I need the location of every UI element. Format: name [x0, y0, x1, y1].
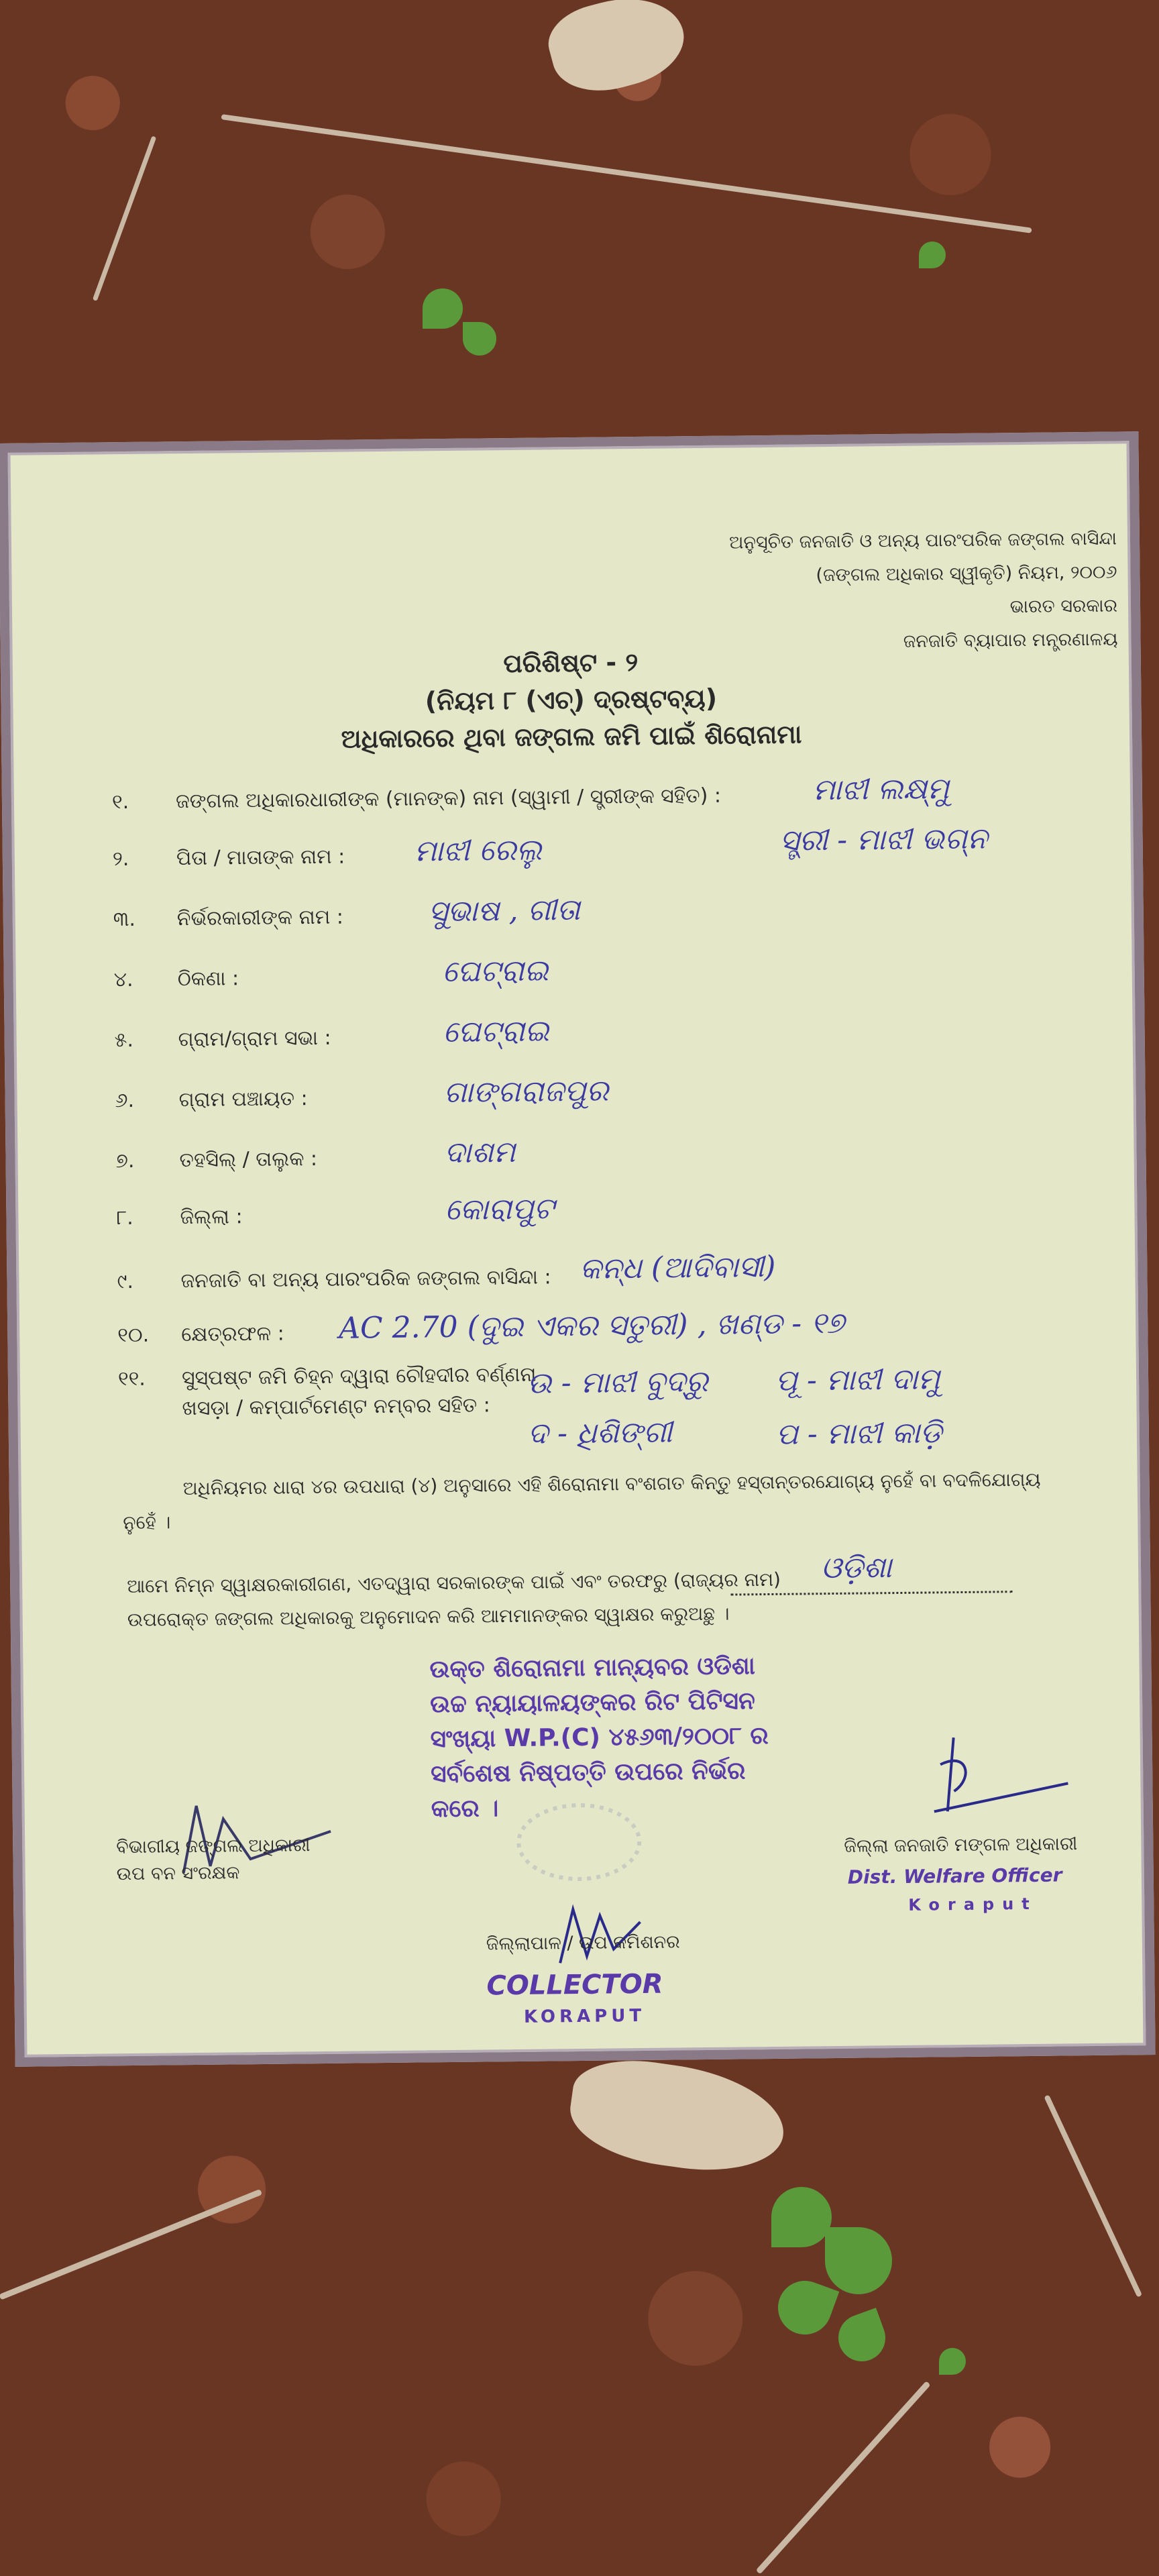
- field-4-label: ଠିକଣା :: [177, 967, 239, 991]
- title-line-2: (ନିୟମ ୮ (ଏଚ୍) ଦ୍ରଷ୍ଟବ୍ୟ): [425, 683, 718, 716]
- title-line-3: ଅଧିକାରରେ ଥିବା ଜଙ୍ଗଲ ଜମି ପାଇଁ ଶିରୋନାମା: [341, 719, 802, 754]
- field-8-label: ଜିଲ୍ଲା :: [180, 1205, 243, 1230]
- round-seal: [512, 1801, 647, 1883]
- para2-line2: ଉପରୋକ୍ତ ଜଙ୍ଗଲ ଅଧିକାରକୁ ଅନୁମୋଦନ କରି ଆମମାନଙ୍କର ସ୍ୱାକ୍ଷର କରୁଅଛୁ ।: [127, 1602, 730, 1631]
- plant-leaf: [919, 241, 946, 268]
- field-3-label: ନିର୍ଭରକାରୀଙ୍କ ନାମ :: [176, 905, 344, 931]
- field-9-label: ଜନଜାତି ବା ଅନ୍ୟ ପାରଂପରିକ ଜଙ୍ଗଲ ବାସିନ୍ଦା :: [180, 1265, 551, 1293]
- field-1-num: ୧.: [111, 790, 129, 814]
- field-11-label: ସୁସ୍ପଷ୍ଟ ଜମି ଚିହ୍ନ ଦ୍ୱାରା ଚୌହଦୀର ବର୍ଣ୍ଣନା: [181, 1362, 537, 1391]
- header-line-4: ଜନଜାତି ବ୍ୟାପାର ମନ୍ତ୍ରଣାଳୟ: [903, 629, 1118, 652]
- plant-leaf: [423, 288, 463, 329]
- signatory-center-title: ଜିଲ୍ଲାପାଳ / ଉପ କମିଶନର: [486, 1931, 680, 1955]
- signatory-right-stamp-place: Koraput: [908, 1894, 1038, 1915]
- field-4-num: ୪.: [113, 967, 133, 992]
- boundary-south: ଦ - ଧିଶିଙ୍ଗୀ: [527, 1415, 673, 1451]
- field-5-value: ଘେଟ୍ରାଇ: [443, 1014, 550, 1050]
- collector-stamp: COLLECTOR: [486, 1968, 663, 2002]
- field-10-value: AC 2.70 (ଦୁଇ ଏକର ସତୁରୀ) , ଖଣ୍ଡ - ୧୭: [338, 1305, 845, 1346]
- field-4-value: ଘେଟ୍ରାଇ: [442, 953, 549, 989]
- court-stamp-line-2: ଉଚ୍ଚ ନ୍ୟାୟାଳୟଙ୍କର ରିଟ ପିଟିସନ: [429, 1687, 756, 1719]
- field-8-value: କୋରାପୁଟ: [445, 1191, 555, 1228]
- state-name: ଓଡ଼ିଶା: [820, 1550, 892, 1586]
- field-11-num: ୧୧.: [117, 1366, 146, 1391]
- header-line-3: ଭାରତ ସରକାର: [1009, 595, 1118, 618]
- field-6-num: ୬.: [115, 1088, 135, 1113]
- field-2-label: ପିତା / ମାତାଙ୍କ ନାମ :: [176, 845, 345, 871]
- title-document: [0, 431, 1156, 2067]
- title-line-1: ପରିଶିଷ୍ଟ - ୨: [503, 647, 639, 679]
- signatory-left-subtitle: ଉପ ବନ ସଂରକ୍ଷକ: [116, 1862, 240, 1885]
- field-7-value: ଦାଶମ: [444, 1134, 516, 1171]
- field-3-num: ୩.: [113, 907, 136, 932]
- plant-leaf: [463, 322, 496, 356]
- court-stamp-line-3: ସଂଖ୍ୟା W.P.(C) ୪୫୬୩/୨୦୦୮ ର: [430, 1722, 769, 1754]
- signature-right: [913, 1723, 1075, 1832]
- field-6-label: ଗ୍ରାମ ପଞ୍ଚାୟତ :: [178, 1087, 308, 1112]
- boundary-east: ପୂ - ମାଝୀ ଦାମୁ: [775, 1362, 940, 1398]
- field-11-sublabel: ଖସଡ଼ା / କମ୍ପାର୍ଟମେଣ୍ଟ ନମ୍ବର ସହିତ :: [182, 1393, 490, 1421]
- signatory-right-stamp: Dist. Welfare Officer: [847, 1864, 1062, 1888]
- field-9-num: ୯.: [117, 1269, 134, 1294]
- field-10-label: କ୍ଷେତ୍ରଫଳ :: [181, 1322, 284, 1347]
- plant-leaf: [771, 2187, 832, 2247]
- spouse-value: ସ୍ତ୍ରୀ - ମାଝୀ ଭଗ୍ନ: [779, 821, 988, 858]
- signatory-left-title: ବିଭାଗୀୟ ଜଙ୍ଗଲ ଅଧିକାରୀ: [116, 1835, 311, 1858]
- court-stamp-line-4: ସର୍ବଶେଷ ନିଷ୍ପତ୍ତି ଉପରେ ନିର୍ଭର: [430, 1757, 746, 1788]
- field-9-value: କନ୍ଧ (ଆଦିବାସୀ): [580, 1249, 776, 1286]
- header-line-2: (ଜଙ୍ଗଲ ଅଧିକାର ସ୍ୱୀକୃତି) ନିୟମ, ୨୦୦୬: [816, 561, 1117, 586]
- court-stamp-line-1: ଉକ୍ତ ଶିରୋନାମା ମାନ୍ୟବର ଓଡିଶା: [429, 1652, 756, 1684]
- field-6-value: ଗାଙ୍ଗରାଜପୁର: [443, 1073, 609, 1110]
- field-2-value: ମାଝୀ ରେଲୁ: [414, 833, 543, 869]
- field-1-value: ମାଝୀ ଲକ୍ଷ୍ମୁ: [812, 771, 950, 808]
- field-1-label: ଜଙ୍ଗଲ ଅଧିକାରଧାରୀଙ୍କ (ମାନଙ୍କ) ନାମ (ସ୍ୱାମୀ / ସ୍ତ୍ରୀଙ୍କ ସହିତ) :: [175, 784, 722, 814]
- signatory-right-title: ଜିଲ୍ଲା ଜନଜାତି ମଙ୍ଗଳ ଅଧିକାରୀ: [844, 1833, 1078, 1857]
- para2-line1: ଆମେ ନିମ୍ନ ସ୍ୱାକ୍ଷରକାରୀଗଣ, ଏତଦ୍ୱାରା ସରକାରଙ୍କ ପାଇଁ ଏବଂ ତରଫରୁ (ରାଜ୍ୟର ନାମ): [127, 1568, 781, 1598]
- field-3-value: ସୁଭାଷ , ଗୀତା: [428, 892, 581, 929]
- para1-line2: ନୁହେଁ ।: [123, 1511, 171, 1534]
- collector-stamp-place: KORAPUT: [523, 2005, 646, 2027]
- state-name-line: [730, 1591, 1012, 1595]
- header-line-1: ଅନୁସୂଚିତ ଜନଜାତି ଓ ଅନ୍ୟ ପାରଂପରିକ ଜଙ୍ଗଲ ବାସିନ୍ଦା: [728, 528, 1117, 553]
- field-5-label: ଗ୍ରାମ/ଗ୍ରାମ ସଭା :: [178, 1026, 331, 1052]
- field-7-num: ୭.: [115, 1148, 135, 1173]
- boundary-north: ଉ - ମାଝୀ ବୁଦ୍ରୁ: [527, 1364, 708, 1401]
- plant-leaf: [825, 2227, 892, 2294]
- field-8-num: ୮.: [116, 1205, 133, 1230]
- field-7-label: ତହସିଲ୍ / ତାଲୁକ :: [179, 1147, 318, 1173]
- field-5-num: ୫.: [114, 1028, 134, 1053]
- court-stamp-line-5: କରେ ।: [431, 1794, 499, 1823]
- plant-leaf: [939, 2348, 966, 2375]
- field-2-num: ୨.: [112, 847, 129, 871]
- para1-line1: ଅଧିନିୟମର ଧାରା ୪ର ଉପଧାରା (୪) ଅନୁସାରେ ଏହି ଶିରୋନାମା ବଂଶଗତ କିନ୍ତୁ ହସ୍ତାନ୍ତରଯୋଗ୍ୟ ନୁହେଁ ବା ବଦଳିଯୋଗ୍ୟ: [182, 1468, 1041, 1500]
- boundary-west: ପ - ମାଝୀ କାଡ଼ି: [775, 1415, 942, 1452]
- field-10-num: ୧୦.: [117, 1323, 150, 1348]
